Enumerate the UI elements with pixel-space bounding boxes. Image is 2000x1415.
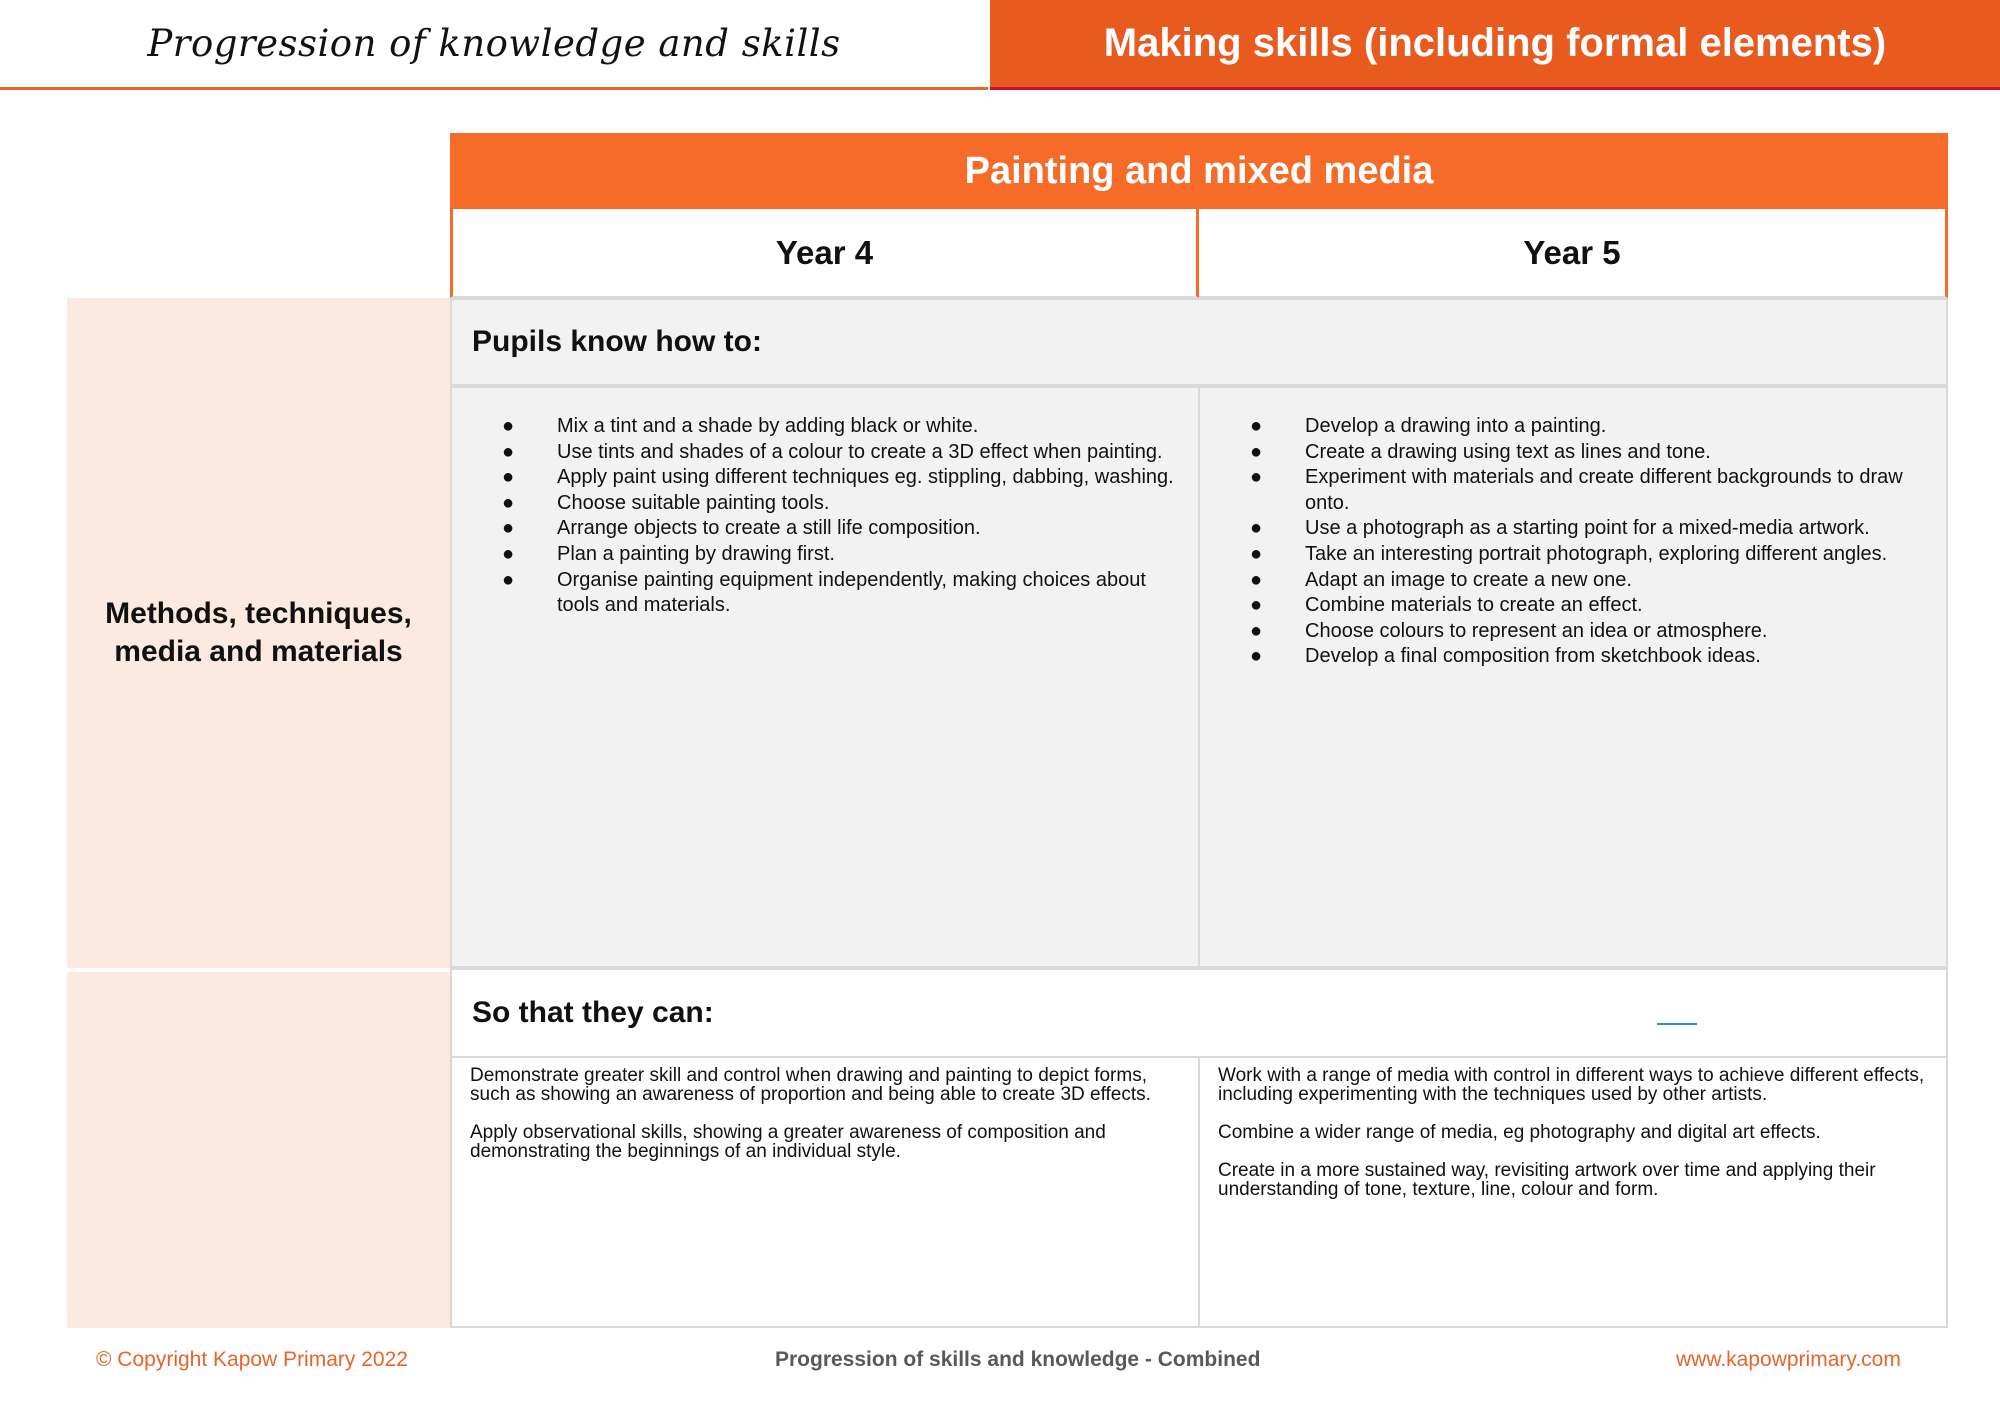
knowledge-year-5-cell	[1198, 386, 1948, 968]
bullet-icon: ●	[502, 517, 515, 540]
bullet-icon: ●	[502, 466, 515, 489]
bullet-icon: ●	[502, 542, 515, 565]
row-label: Methods, techniques, media and materials	[105, 597, 412, 668]
year-5-header	[1199, 209, 1948, 298]
footer-document-name: Progression of skills and knowledge - Combined	[775, 1348, 1261, 1371]
list-item: ● Take an interesting portrait photograph, exploring different angles.	[1200, 542, 1946, 568]
section-title-banner	[990, 0, 2000, 90]
outcome-paragraph: Create in a more sustained way, revisiting artwork over time and applying their understanding of tone, texture, line, colour and form.	[1218, 1160, 1876, 1200]
bullet-icon: ●	[1250, 542, 1263, 565]
outcome-paragraph: Work with a range of media with control in different ways to achieve different effects, including experimenting with the techniques used by other artists.	[1218, 1065, 1925, 1105]
knowledge-heading: Pupils know how to:	[472, 325, 762, 358]
bullet-icon: ●	[502, 415, 515, 437]
bullet-icon: ●	[1250, 594, 1263, 617]
knowledge-year-4-cell	[450, 386, 1200, 968]
knowledge-heading-row	[450, 298, 1948, 386]
year-4-header	[450, 209, 1199, 298]
cursor-mark	[1657, 1023, 1697, 1025]
document-title: Progression of knowledge and skills	[147, 22, 841, 65]
copyright-notice: © Copyright Kapow Primary 2022	[96, 1348, 408, 1371]
bullet-icon: ●	[1250, 568, 1263, 591]
year-4-label: Year 4	[775, 233, 874, 271]
website-link[interactable]: www.kapowprimary.com	[1676, 1348, 1901, 1371]
document-title-area	[0, 0, 988, 90]
subject-title: Painting and mixed media	[964, 149, 1434, 192]
list-item: ● Develop a final composition from sketchbook ideas.	[1200, 644, 1946, 670]
bullet-icon: ●	[502, 568, 515, 591]
bullet-icon: ●	[1250, 466, 1263, 489]
bullet-icon: ●	[502, 491, 515, 514]
subject-band	[450, 133, 1948, 209]
list-item: ● Experiment with materials and create different backgrounds to draw onto.	[1250, 466, 1903, 514]
row-label-panel-lower	[67, 972, 450, 1328]
outcome-paragraph: Demonstrate greater skill and control when drawing and painting to depict forms, such as showing an awareness of proportion and being able to create 3D effects.	[470, 1065, 1151, 1105]
bullet-icon: ●	[1250, 645, 1263, 668]
bullet-icon: ●	[1250, 517, 1263, 540]
outcome-paragraph: Combine a wider range of media, eg photography and digital art effects.	[1218, 1122, 1821, 1143]
outcomes-heading: So that they can:	[472, 996, 714, 1029]
outcomes-year-5-cell	[1198, 1056, 1948, 1328]
bullet-icon: ●	[502, 440, 515, 463]
outcomes-heading-row	[450, 968, 1948, 1058]
outcomes-year-4-cell	[450, 1056, 1200, 1328]
section-title: Making skills (including formal elements)	[1103, 21, 1887, 65]
list-item: ● Choose suitable painting tools.	[452, 491, 1198, 517]
outcome-paragraph: Apply observational skills, showing a greater awareness of composition and demonstrating the beginnings of an individual style.	[470, 1122, 1106, 1162]
list-item: ● Combine materials to create an effect.	[1200, 593, 1946, 619]
knowledge-year-4-list	[452, 414, 1198, 619]
bullet-icon: ●	[1250, 440, 1263, 463]
list-item: ● Use tints and shades of a colour to create a 3D effect when painting.	[452, 440, 1198, 466]
list-item: ● Arrange objects to create a still life composition.	[452, 516, 1198, 542]
knowledge-year-5-list	[1200, 414, 1946, 670]
bullet-icon: ●	[1250, 619, 1263, 642]
list-item: ● Adapt an image to create a new one.	[1200, 568, 1946, 594]
list-item: ● Plan a painting by drawing first.	[452, 542, 1198, 568]
list-item: ● Create a drawing using text as lines and tone.	[1200, 440, 1946, 466]
list-item: ● Apply paint using different techniques eg. stippling, dabbing, washing.	[452, 465, 1198, 491]
list-item: ● Use a photograph as a starting point for a mixed-media artwork.	[1200, 516, 1946, 542]
year-5-label: Year 5	[1523, 233, 1621, 271]
bullet-icon: ●	[1250, 415, 1263, 437]
list-item: ● Mix a tint and a shade by adding black or white.	[452, 414, 1198, 440]
list-item: ● Develop a drawing into a painting.	[1200, 414, 1946, 440]
list-item: ● Choose colours to represent an idea or atmosphere.	[1200, 619, 1946, 645]
list-item: ● Organise painting equipment independently, making choices about tools and materials.	[502, 568, 1146, 617]
